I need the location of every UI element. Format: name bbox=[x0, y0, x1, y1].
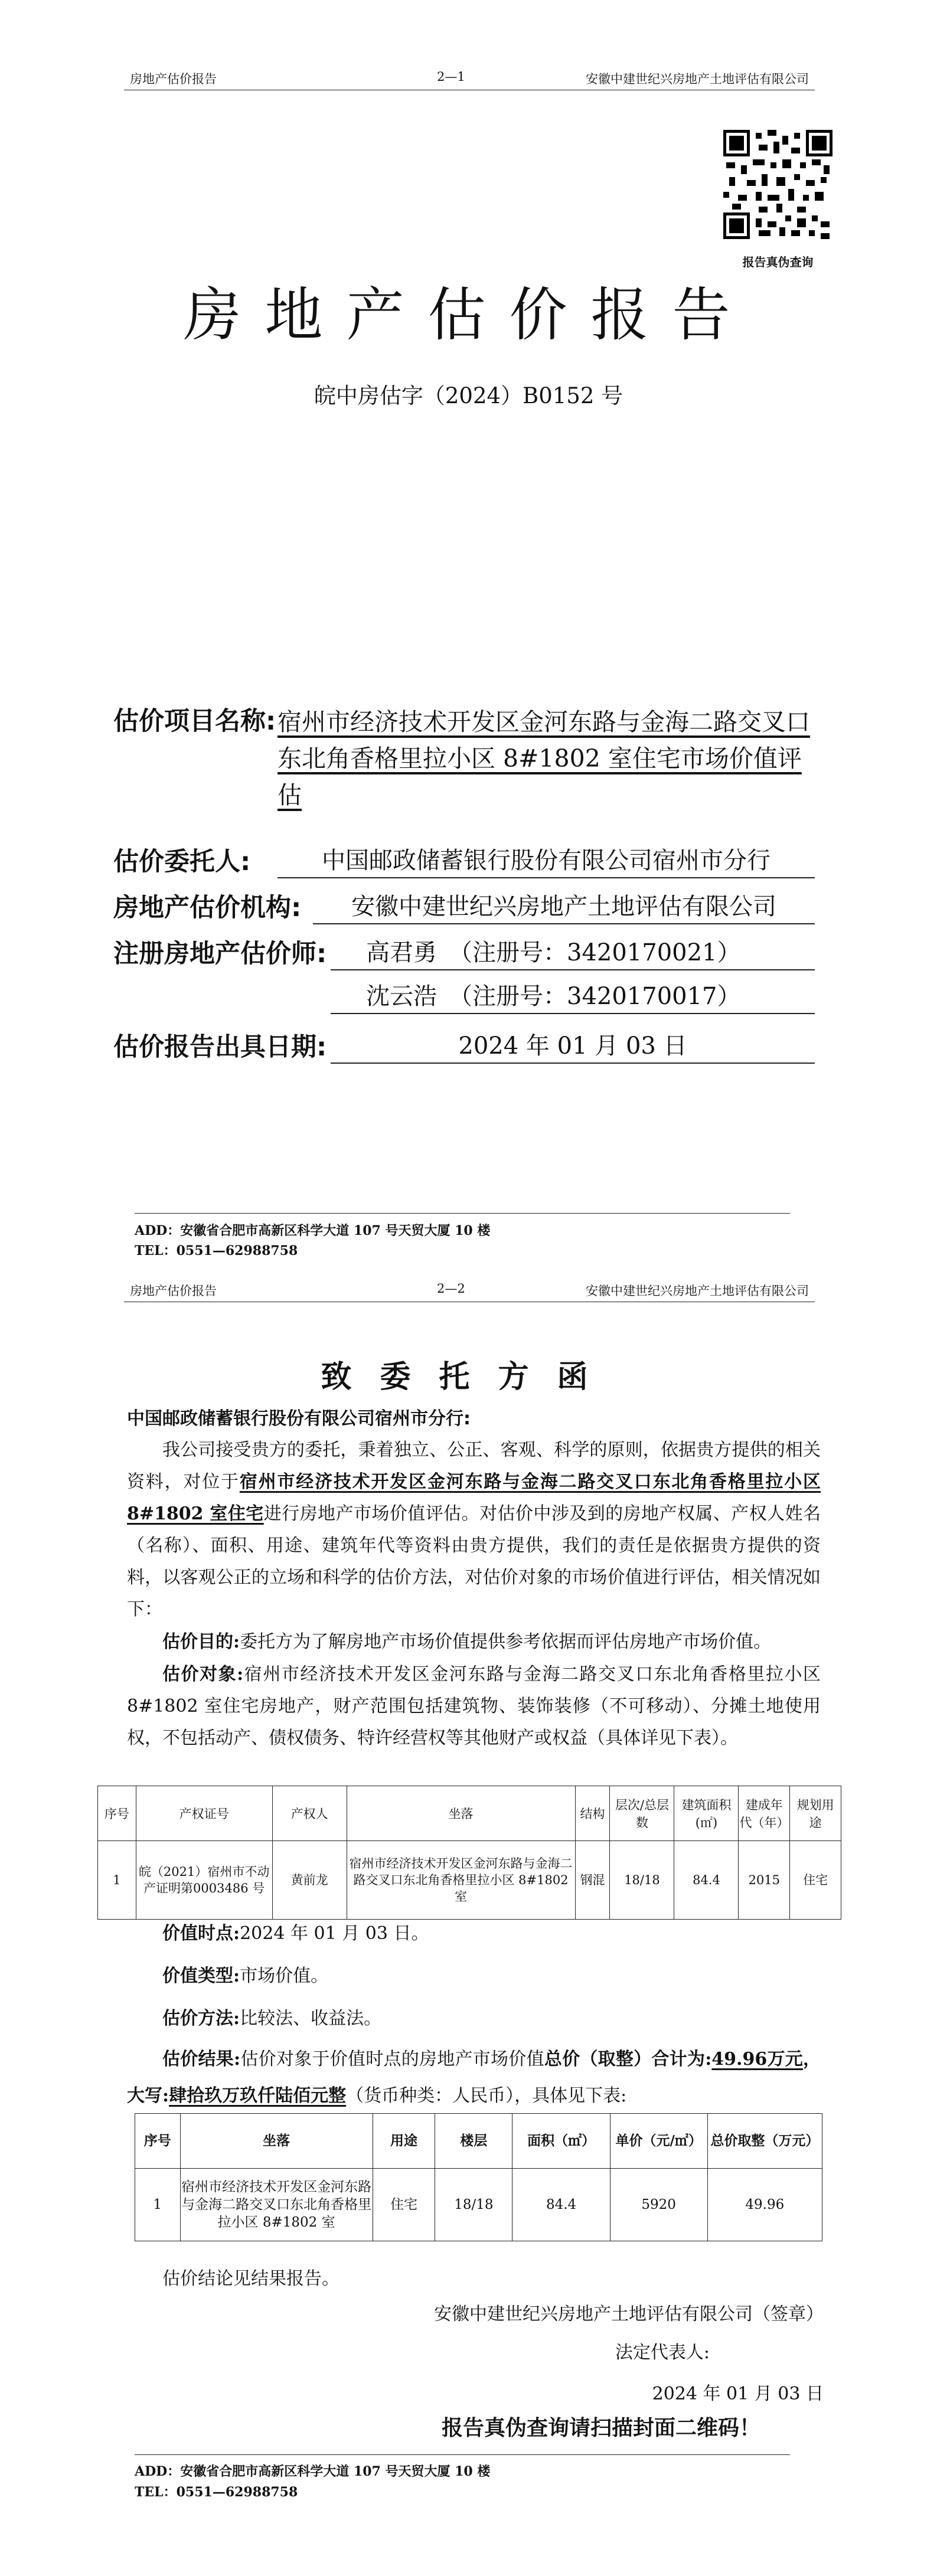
letter-title: 致委托方函 bbox=[321, 1359, 616, 1395]
page-header bbox=[124, 66, 815, 90]
table-header-cell: 层次/总层数 bbox=[610, 1786, 674, 1841]
table-header-cell: 面积（㎡） bbox=[512, 2114, 610, 2169]
intro-paragraph bbox=[127, 1434, 821, 1626]
purpose-text: 委托方为了解房地产市场价值提供参考依据而评估房地产市场价值。 bbox=[240, 1632, 772, 1652]
value-type-line bbox=[162, 1961, 328, 1987]
purpose-paragraph bbox=[127, 1626, 821, 1658]
value-type: 市场价值。 bbox=[240, 1966, 329, 1986]
footer-divider bbox=[135, 2454, 790, 2455]
table-cell: 84.4 bbox=[674, 1841, 739, 1920]
table-row bbox=[98, 1841, 841, 1920]
result-text-d: ，大写: bbox=[127, 2049, 821, 2106]
table-header-cell: 总价取整（万元） bbox=[707, 2114, 822, 2169]
table-header-cell: 序号 bbox=[98, 1786, 136, 1841]
date-row bbox=[113, 1029, 327, 1065]
method-label: 估价方法: bbox=[162, 2008, 240, 2029]
value-date-line bbox=[162, 1918, 429, 1944]
table-header-cell: 用途 bbox=[373, 2114, 435, 2169]
salutation: 中国邮政储蓄银行股份有限公司宿州市分行: bbox=[127, 1408, 471, 1429]
table-header-cell: 楼层 bbox=[435, 2114, 512, 2169]
table-cell: 住宅 bbox=[373, 2169, 435, 2241]
agency-value: 安徽中建世纪兴房地产土地评估有限公司 bbox=[313, 890, 815, 924]
appraiser-label: 注册房地产估价师: bbox=[113, 939, 327, 969]
date-label: 估价报告出具日期: bbox=[113, 1032, 327, 1062]
table-header-cell: 序号 bbox=[135, 2114, 181, 2169]
object-paragraph bbox=[127, 1659, 821, 1754]
table-header-row bbox=[135, 2114, 822, 2169]
value-date: 2024 年 01 月 03 日。 bbox=[240, 1923, 429, 1944]
result-text-a: 估价对象于价值时点的房地产市场价值 bbox=[240, 2049, 544, 2070]
result-unit: 万元 bbox=[767, 2049, 804, 2070]
qr-code-image[interactable] bbox=[723, 130, 832, 239]
legal-representative: 法定代表人: bbox=[615, 2342, 710, 2363]
table-header-cell: 坐落 bbox=[180, 2114, 373, 2169]
table-cell: 18/18 bbox=[610, 1841, 674, 1920]
header-left: 房地产估价报告 bbox=[130, 1284, 217, 1298]
table-cell: 宿州市经济技术开发区金河东路与金海二路交叉口东北角香格里拉小区 8#1802 室 bbox=[347, 1841, 575, 1920]
table-header-cell: 结构 bbox=[575, 1786, 610, 1841]
page-header bbox=[124, 1278, 815, 1302]
footer-address: ADD：安徽省合肥市高新区科学大道 107 号天贸大厦 10 楼 bbox=[135, 2464, 491, 2479]
project-value: 宿州市经济技术开发区金河东路与金海二路交叉口东北角香格里拉小区 8#1802 室住宅市场价值评估 bbox=[277, 708, 810, 809]
company-signature: 安徽中建世纪兴房地产土地评估有限公司（签章） bbox=[434, 2304, 824, 2325]
client-row bbox=[113, 844, 250, 880]
report-number: 皖中房估字（2024）B0152 号 bbox=[314, 383, 623, 408]
table-cell: 1 bbox=[98, 1841, 136, 1920]
object-label: 估价对象: bbox=[162, 1664, 244, 1685]
table-header-cell: 产权证号 bbox=[136, 1786, 272, 1841]
table-header-cell: 坐落 bbox=[347, 1786, 575, 1841]
date-value: 2024 年 01 月 03 日 bbox=[331, 1029, 815, 1064]
footer-tel: TEL：0551—62988758 bbox=[135, 1243, 298, 1258]
object-text: 宿州市经济技术开发区金河东路与金海二路交叉口东北角香格里拉小区 8#1802 室住宅房地产，财产范围包括建筑物、装饰装修（不可移动）、分摊土地使用权，不包括动产、债权债务、特许经营权等其他财产或权益（具体详见下表）。 bbox=[127, 1664, 821, 1748]
method-line bbox=[162, 2003, 381, 2029]
table-cell: 49.96 bbox=[707, 2169, 822, 2241]
appraiser-row bbox=[113, 936, 327, 972]
table-cell: 18/18 bbox=[435, 2169, 512, 2241]
agency-row bbox=[113, 890, 301, 926]
report-title: 房地产估价报告 bbox=[183, 282, 754, 349]
header-right: 安徽中建世纪兴房地产土地评估有限公司 bbox=[586, 72, 809, 86]
appraiser-1: 高君勇 （注册号：3420170021） bbox=[331, 936, 815, 970]
table-header-cell: 建成年代（年） bbox=[739, 1786, 790, 1841]
client-value: 中国邮政储蓄银行股份有限公司宿州市分行 bbox=[277, 844, 815, 878]
table-header-cell: 产权人 bbox=[272, 1786, 347, 1841]
qr-caption: 报告真伪查询 bbox=[742, 255, 814, 269]
result-upper: 肆拾玖万玖仟陆佰元整 bbox=[169, 2085, 347, 2106]
purpose-label: 估价目的: bbox=[162, 1632, 240, 1652]
intro-text-a: 我公司接受贵方的委托，秉着独立、公正、客观、科学的原则，依据贵方提供的相关资料，对位于 bbox=[127, 1440, 821, 1492]
table-cell: 2015 bbox=[739, 1841, 790, 1920]
property-table bbox=[97, 1786, 841, 1920]
value-date-label: 价值时点: bbox=[162, 1923, 240, 1944]
table-cell: 5920 bbox=[610, 2169, 707, 2241]
table-cell: 宿州市经济技术开发区金河东路与金海二路交叉口东北角香格里拉小区 8#1802 室 bbox=[180, 2169, 373, 2241]
table-cell: 84.4 bbox=[512, 2169, 610, 2241]
table-cell: 1 bbox=[135, 2169, 181, 2241]
footer-address: ADD：安徽省合肥市高新区科学大道 107 号天贸大厦 10 楼 bbox=[135, 1223, 491, 1238]
intro-text-c: 进行房地产市场价值评估。对估价中涉及到的房地产权属、产权人姓名（名称）、面积、用途、建筑年代等资料由贵方提供，我们的责任是依据贵方提供的资料，以客观公正的立场和科学的估价方法，对估价对象的市场价值进行评估，相关情况如下： bbox=[127, 1503, 821, 1620]
table-header-row bbox=[98, 1786, 841, 1841]
header-left: 房地产估价报告 bbox=[130, 72, 217, 86]
agency-label: 房地产估价机构: bbox=[113, 893, 302, 923]
result-label: 估价结果: bbox=[162, 2049, 241, 2070]
result-text-e: （货币种类：人民币），具体见下表: bbox=[346, 2085, 627, 2106]
signature-date: 2024 年 01 月 03 日 bbox=[652, 2384, 824, 2404]
project-row bbox=[113, 704, 276, 739]
table-cell: 皖（2021）宿州市不动产证明第0003486 号 bbox=[136, 1841, 272, 1920]
table-row bbox=[135, 2169, 822, 2241]
method: 比较法、收益法。 bbox=[240, 2008, 382, 2029]
table-cell: 黄前龙 bbox=[272, 1841, 347, 1920]
header-page-number: 2—2 bbox=[437, 1282, 465, 1296]
table-cell: 钢混 bbox=[575, 1841, 610, 1920]
verify-note: 报告真伪查询请扫描封面二维码！ bbox=[442, 2416, 761, 2440]
client-label: 估价委托人: bbox=[113, 847, 251, 877]
result-paragraph bbox=[127, 2041, 821, 2114]
footer-tel: TEL：0551—62988758 bbox=[135, 2485, 298, 2500]
appraiser-2: 沈云浩 （注册号：3420170017） bbox=[331, 980, 815, 1014]
result-text-b: 总价（取整）合计为: bbox=[544, 2049, 712, 2070]
valuation-table bbox=[135, 2113, 822, 2241]
value-type-label: 价值类型: bbox=[162, 1966, 240, 1986]
table-header-cell: 建筑面积(㎡) bbox=[674, 1786, 739, 1841]
result-amount: 49.96 bbox=[711, 2049, 768, 2070]
table-cell: 住宅 bbox=[790, 1841, 841, 1920]
table-header-cell: 单价（元/㎡） bbox=[610, 2114, 707, 2169]
project-label: 估价项目名称: bbox=[113, 707, 276, 736]
footer-divider bbox=[135, 1213, 790, 1214]
header-right: 安徽中建世纪兴房地产土地评估有限公司 bbox=[586, 1284, 809, 1298]
table-header-cell: 规划用途 bbox=[790, 1786, 841, 1841]
intro-property: 宿州市经济技术开发区金河东路与金海二路交叉口东北角香格里拉小区 8#1802 室住宅 bbox=[127, 1472, 821, 1524]
header-page-number: 2—1 bbox=[437, 70, 465, 84]
conclusion: 估价结论见结果报告。 bbox=[162, 2268, 339, 2289]
